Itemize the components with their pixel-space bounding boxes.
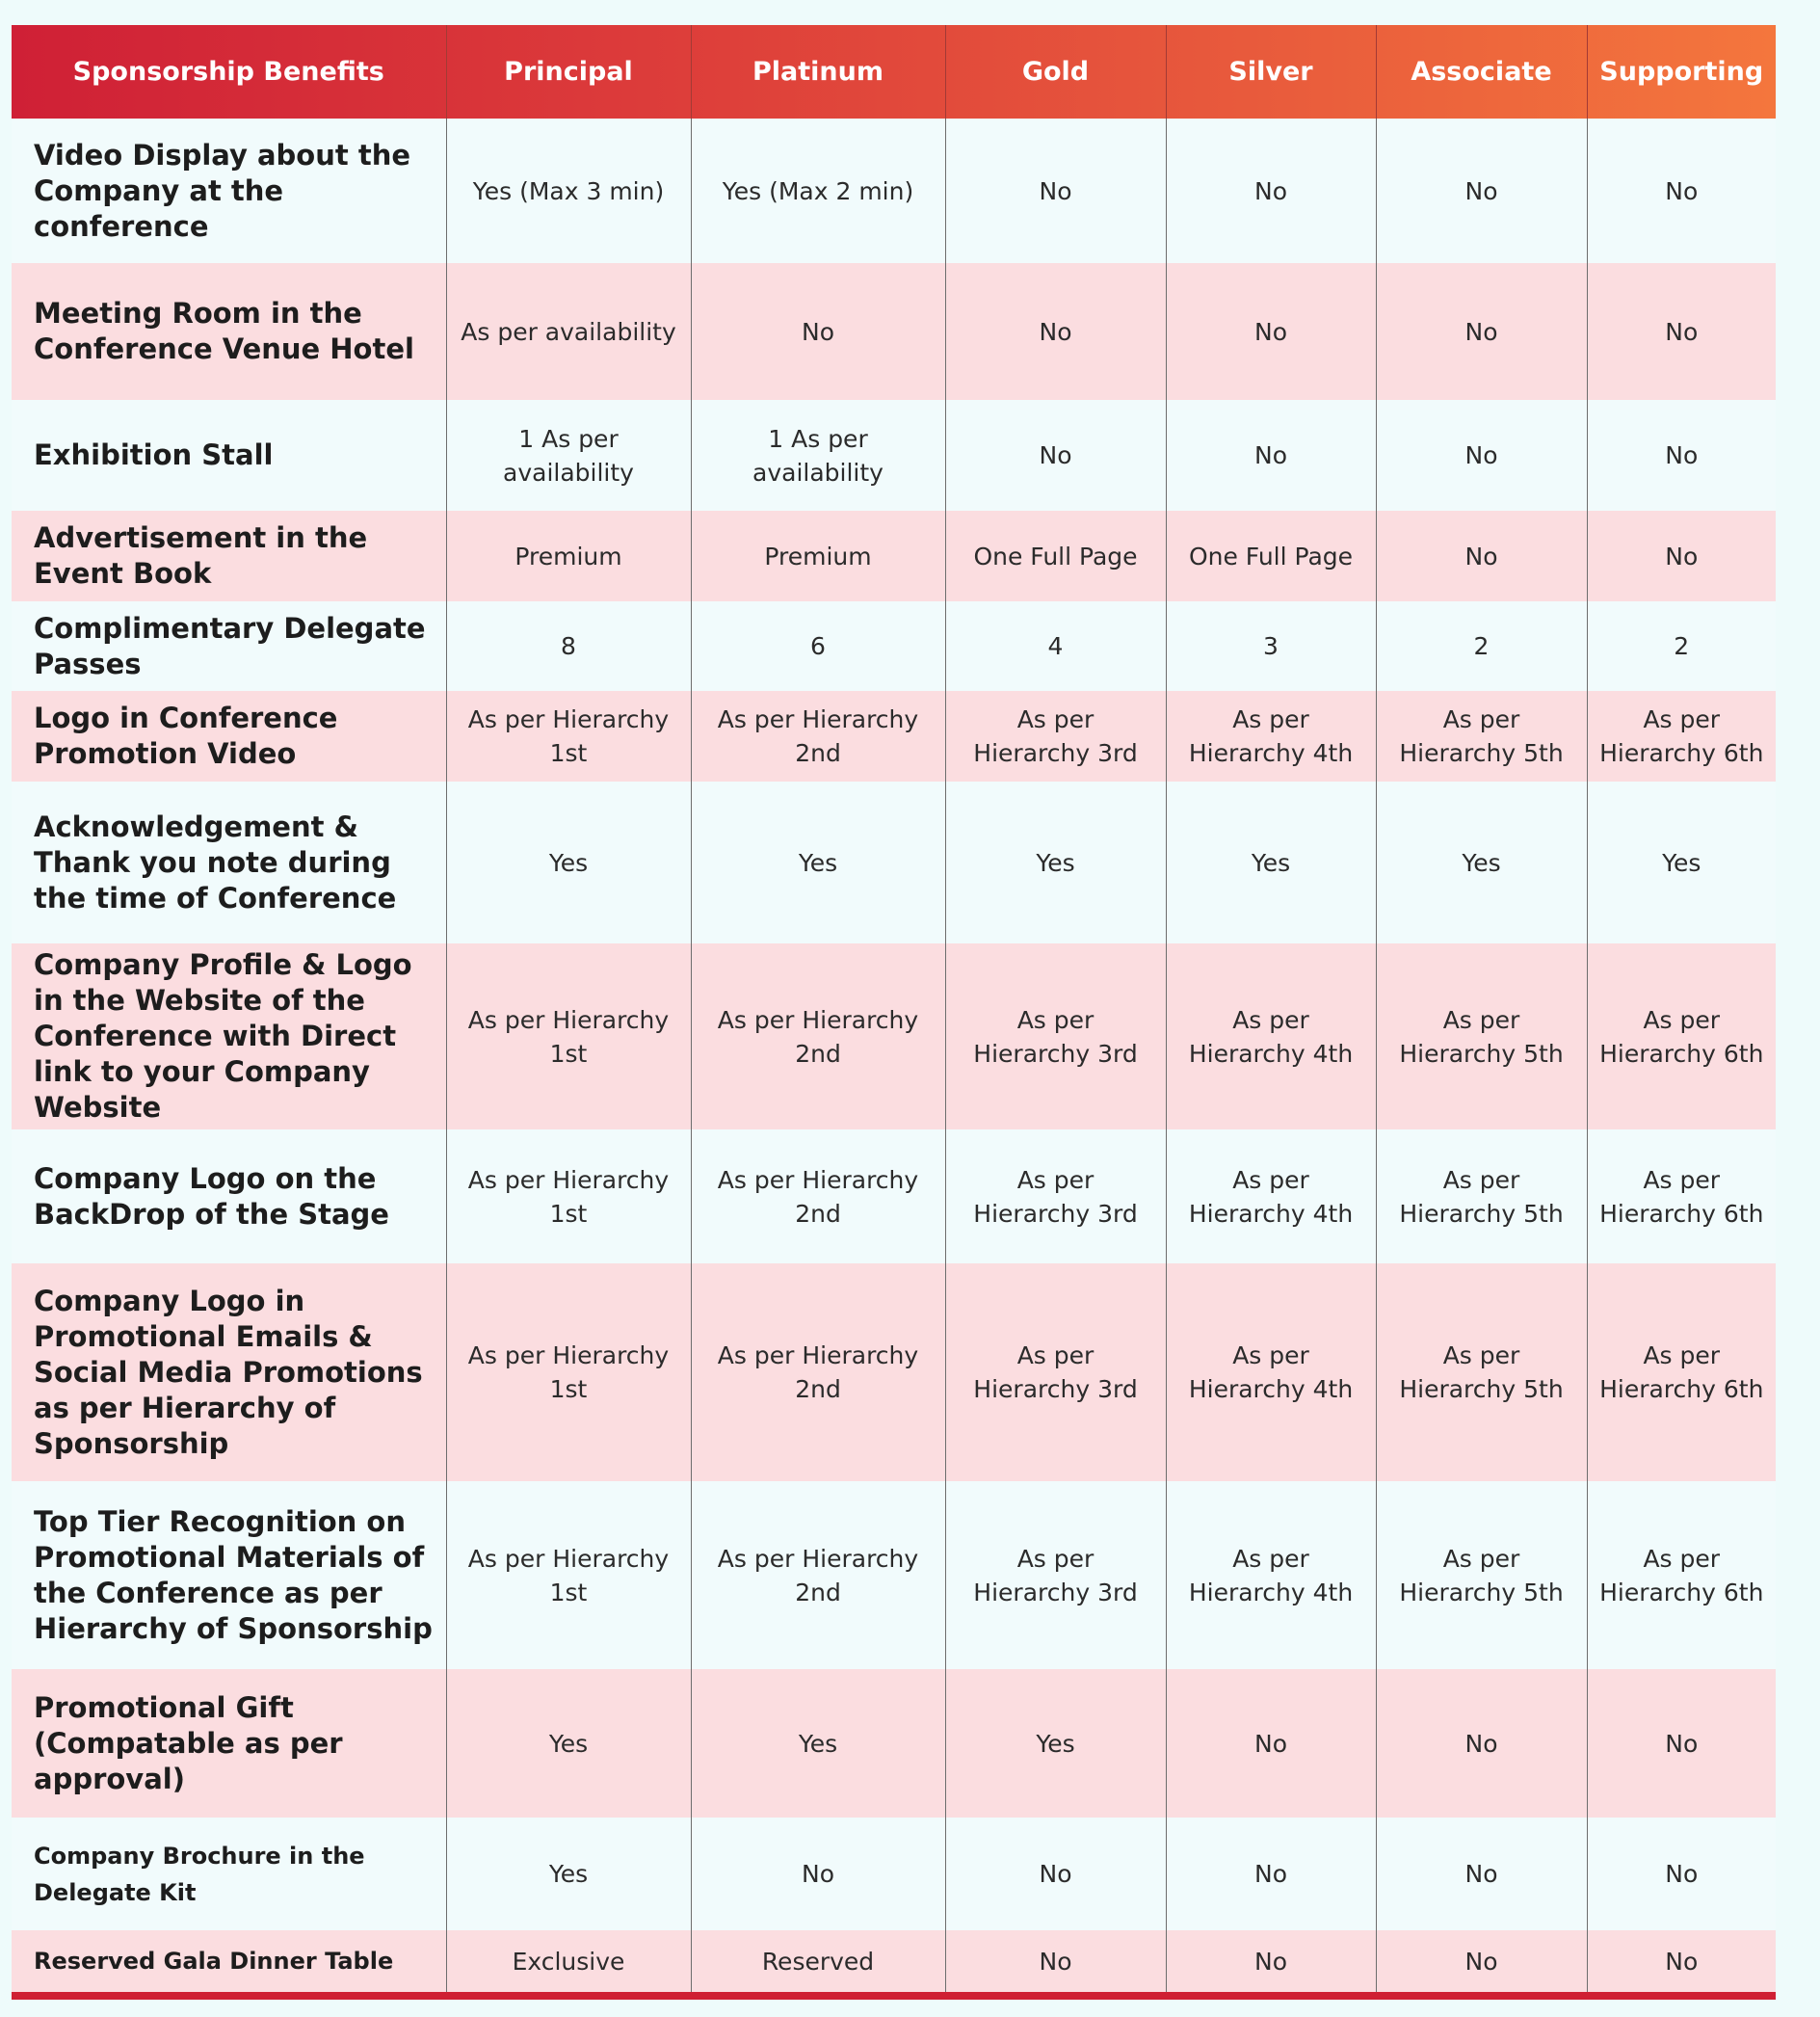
cell-gold: As per Hierarchy 3rd	[945, 691, 1166, 782]
cell-silver: As per Hierarchy 4th	[1166, 1263, 1376, 1481]
cell-supporting: As per Hierarchy 6th	[1587, 1481, 1776, 1669]
header-supporting: Supporting	[1587, 25, 1776, 119]
cell-associate: No	[1376, 1818, 1587, 1930]
table-body	[12, 119, 1776, 1992]
benefit-label: Promotional Gift (Compatable as per approval)	[34, 1690, 343, 1795]
table-row	[12, 511, 1776, 601]
cell-principal: As per availability	[446, 263, 691, 400]
benefit-label: Company Brochure in the Delegate Kit	[34, 1842, 365, 1906]
cell-principal: 1 As per availability	[446, 400, 691, 511]
cell-silver: No	[1166, 1930, 1376, 1992]
cell-supporting: As per Hierarchy 6th	[1587, 1129, 1776, 1263]
cell-gold: As per Hierarchy 3rd	[945, 1263, 1166, 1481]
cell-associate: No	[1376, 1930, 1587, 1992]
cell-principal: As per Hierarchy 1st	[446, 1263, 691, 1481]
cell-platinum: Premium	[691, 511, 945, 601]
cell-associate: 2	[1376, 601, 1587, 691]
benefit-label: Logo in Conference Promotion Video	[34, 702, 338, 770]
benefit-label: Company Logo in Promotional Emails & Social Media Promotions as per Hierarchy of Sponsorship	[34, 1284, 423, 1460]
cell-supporting: No	[1587, 119, 1776, 263]
cell-platinum: Yes (Max 2 min)	[691, 119, 945, 263]
sponsorship-benefits-table	[12, 25, 1776, 1992]
cell-principal: As per Hierarchy 1st	[446, 691, 691, 782]
cell-supporting: No	[1587, 400, 1776, 511]
cell-supporting: No	[1587, 511, 1776, 601]
cell-principal: As per Hierarchy 1st	[446, 943, 691, 1129]
sponsorship-table-container	[12, 25, 1776, 2000]
cell-silver: No	[1166, 1669, 1376, 1818]
cell-gold: One Full Page	[945, 511, 1166, 601]
table-row	[12, 1263, 1776, 1481]
cell-supporting: Yes	[1587, 782, 1776, 943]
cell-gold: No	[945, 1930, 1166, 1992]
benefit-label: Meeting Room in the Conference Venue Hotel	[34, 297, 414, 365]
benefit-label: Company Logo on the BackDrop of the Stage	[34, 1161, 389, 1231]
table-row	[12, 1930, 1776, 1992]
table-row	[12, 601, 1776, 691]
cell-supporting: No	[1587, 1930, 1776, 1992]
cell-gold: Yes	[945, 1669, 1166, 1818]
cell-platinum: 6	[691, 601, 945, 691]
cell-platinum: No	[691, 263, 945, 400]
cell-principal: As per Hierarchy 1st	[446, 1129, 691, 1263]
cell-principal: Yes	[446, 782, 691, 943]
cell-platinum: As per Hierarchy 2nd	[691, 1263, 945, 1481]
cell-associate: As per Hierarchy 5th	[1376, 1263, 1587, 1481]
cell-principal: Premium	[446, 511, 691, 601]
header-gold: Gold	[945, 25, 1166, 119]
cell-associate: As per Hierarchy 5th	[1376, 1481, 1587, 1669]
benefit-label: Top Tier Recognition on Promotional Materials of the Conference as per Hierarchy of Sponsorship	[34, 1504, 433, 1645]
benefit-label: Advertisement in the Event Book	[34, 521, 368, 590]
cell-gold: 4	[945, 601, 1166, 691]
header-row	[12, 25, 1776, 119]
benefit-label: Video Display about the Company at the conference	[34, 138, 411, 243]
bottom-accent-bar	[12, 1992, 1776, 2000]
cell-platinum: As per Hierarchy 2nd	[691, 1129, 945, 1263]
cell-silver: As per Hierarchy 4th	[1166, 943, 1376, 1129]
cell-gold: As per Hierarchy 3rd	[945, 1481, 1166, 1669]
cell-associate: As per Hierarchy 5th	[1376, 1129, 1587, 1263]
cell-associate: No	[1376, 1669, 1587, 1818]
cell-principal: Yes (Max 3 min)	[446, 119, 691, 263]
cell-silver: One Full Page	[1166, 511, 1376, 601]
cell-platinum: Yes	[691, 782, 945, 943]
cell-silver: As per Hierarchy 4th	[1166, 691, 1376, 782]
cell-principal: 8	[446, 601, 691, 691]
cell-associate: No	[1376, 511, 1587, 601]
cell-platinum: As per Hierarchy 2nd	[691, 943, 945, 1129]
table-row	[12, 400, 1776, 511]
benefit-label: Acknowledgement & Thank you note during the time of Conference	[34, 809, 397, 915]
cell-silver: No	[1166, 400, 1376, 511]
cell-silver: 3	[1166, 601, 1376, 691]
cell-platinum: Reserved	[691, 1930, 945, 1992]
cell-platinum: Yes	[691, 1669, 945, 1818]
cell-silver: No	[1166, 263, 1376, 400]
cell-associate: As per Hierarchy 5th	[1376, 943, 1587, 1129]
cell-supporting: As per Hierarchy 6th	[1587, 1263, 1776, 1481]
cell-associate: Yes	[1376, 782, 1587, 943]
cell-gold: No	[945, 119, 1166, 263]
cell-supporting: As per Hierarchy 6th	[1587, 691, 1776, 782]
header-associate: Associate	[1376, 25, 1587, 119]
cell-silver: As per Hierarchy 4th	[1166, 1129, 1376, 1263]
cell-gold: As per Hierarchy 3rd	[945, 1129, 1166, 1263]
cell-silver: As per Hierarchy 4th	[1166, 1481, 1376, 1669]
table-row	[12, 943, 1776, 1129]
cell-silver: No	[1166, 1818, 1376, 1930]
header-silver: Silver	[1166, 25, 1376, 119]
header-principal: Principal	[446, 25, 691, 119]
cell-associate: As per Hierarchy 5th	[1376, 691, 1587, 782]
cell-silver: Yes	[1166, 782, 1376, 943]
cell-principal: Yes	[446, 1669, 691, 1818]
table-row	[12, 119, 1776, 263]
table-row	[12, 1818, 1776, 1930]
cell-gold: No	[945, 400, 1166, 511]
cell-gold: As per Hierarchy 3rd	[945, 943, 1166, 1129]
cell-silver: No	[1166, 119, 1376, 263]
table-row	[12, 1129, 1776, 1263]
table-row	[12, 691, 1776, 782]
cell-platinum: 1 As per availability	[691, 400, 945, 511]
cell-supporting: 2	[1587, 601, 1776, 691]
cell-gold: Yes	[945, 782, 1166, 943]
cell-platinum: As per Hierarchy 2nd	[691, 691, 945, 782]
header-platinum: Platinum	[691, 25, 945, 119]
cell-gold: No	[945, 1818, 1166, 1930]
cell-platinum: No	[691, 1818, 945, 1930]
cell-supporting: No	[1587, 1818, 1776, 1930]
benefit-label: Reserved Gala Dinner Table	[34, 1948, 394, 1975]
cell-principal: Yes	[446, 1818, 691, 1930]
header-sponsorship-benefits: Sponsorship Benefits	[72, 57, 384, 87]
benefit-label: Exhibition Stall	[34, 438, 274, 471]
cell-associate: No	[1376, 119, 1587, 263]
cell-supporting: No	[1587, 263, 1776, 400]
cell-supporting: No	[1587, 1669, 1776, 1818]
cell-gold: No	[945, 263, 1166, 400]
cell-principal: Exclusive	[446, 1930, 691, 1992]
table-row	[12, 1669, 1776, 1818]
cell-platinum: As per Hierarchy 2nd	[691, 1481, 945, 1669]
cell-associate: No	[1376, 400, 1587, 511]
table-row	[12, 263, 1776, 400]
cell-principal: As per Hierarchy 1st	[446, 1481, 691, 1669]
cell-associate: No	[1376, 263, 1587, 400]
table-row	[12, 1481, 1776, 1669]
benefit-label: Complimentary Delegate Passes	[34, 611, 426, 680]
table-row	[12, 782, 1776, 943]
benefit-label: Company Profile & Logo in the Website of the Conference with Direct link to your Company Website	[34, 948, 412, 1124]
cell-supporting: As per Hierarchy 6th	[1587, 943, 1776, 1129]
